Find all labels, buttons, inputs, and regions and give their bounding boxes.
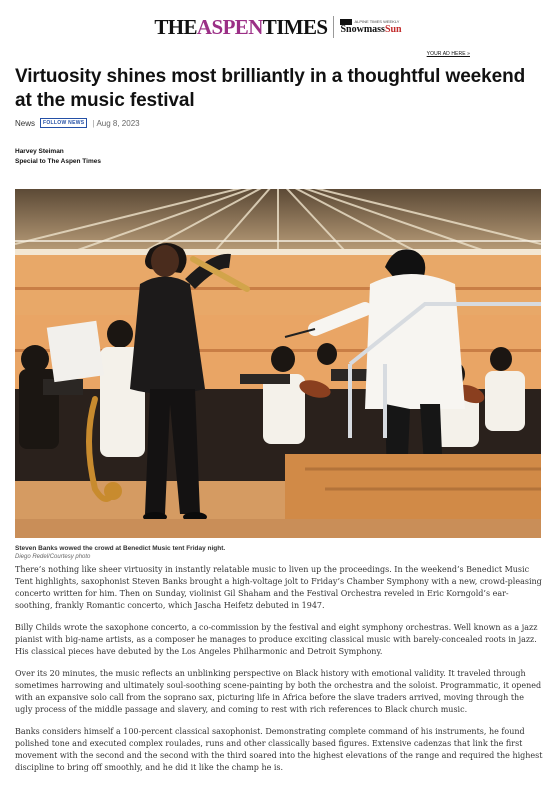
- section-label[interactable]: News: [15, 118, 36, 128]
- partner-name: Snowmass: [340, 24, 385, 35]
- photo-caption-block: [15, 544, 543, 562]
- site-logo[interactable]: [154, 15, 327, 40]
- article-meta: [15, 118, 140, 128]
- meta-divider: |: [92, 118, 95, 128]
- byline: [15, 147, 101, 167]
- photo-credit: Diego Redel/Courtesy photo: [15, 554, 91, 560]
- article-photo: [15, 189, 541, 538]
- logo-text-times: TIMES: [262, 14, 328, 39]
- article-body: [15, 564, 543, 784]
- follow-news-button[interactable]: FOLLOW NEWS: [40, 118, 87, 128]
- publish-date: Aug 8, 2023: [96, 118, 140, 128]
- photo-caption: Steven Banks wowed the crowd at Benedict Music tent Friday night.: [15, 545, 226, 552]
- paragraph: Billy Childs wrote the saxophone concerto, a co-commission by the festival and eight symphony orchestras. Well known as a jazz pianist with big-name artists, as a composer he manages to produce exciting classical music with barely-concealed roots in jazz. His classical pieces have debuted by the Los Angeles Philharmonic and Detroit Symphony.: [15, 623, 538, 656]
- paragraph: There’s nothing like sheer virtuosity in instantly relatable music to liven up the proceedings. In the weekend’s Benedict Music Tent highlights, saxophonist Steven Banks brought a high-voltage jolt to Friday’s Chamber Symphony with a new, crowd-pleasing concerto written for him. Then on Sunday, violinist Gil Shaham and the Festival Orchestra reveled in Eric Korngold’s ear-soothing, frankly Romantic concerto, which Jascha Heifetz debuted in 1947.: [15, 565, 542, 610]
- your-ad-here-link[interactable]: YOUR AD HERE »: [426, 51, 470, 57]
- concert-photo-illustration: [15, 189, 541, 538]
- author-role: Special to The Aspen Times: [15, 158, 101, 165]
- logo-text-the: THE: [154, 14, 197, 39]
- partner-logo[interactable]: [340, 19, 401, 35]
- article-headline: Virtuosity shines most brilliantly in a thoughtful weekend at the music festival: [15, 66, 526, 111]
- paragraph: Banks considers himself a 100-percent classical saxophonist. Demonstrating complete command of his instruments, he found polished tone and executed complex roulades, runs and other classically based figures. Extensive cadenzas that link the first movement with the second and the second with the third soared into the highest elevations of the range and required the highest discipline to bring off smoothly, and he did it like the champ he is.: [15, 727, 543, 772]
- author-name[interactable]: Harvey Steiman: [15, 148, 64, 155]
- partner-tag: ALPINE TIMES WEEKLY: [354, 19, 400, 24]
- paragraph: Over its 20 minutes, the music reflects an unblinking perspective on Black history with emotional validity. It traveled through sometimes harrowing and ultimately soul-soothing scene-painting by both the orchestra and the soloist. Programmatic, it opened with an expansive solo call from the soprano sax, picturing life in Africa before the slave traders arrived, moving through the ugly process of the middle passage and slavery, and coming to rest with rich references to Black church music.: [15, 669, 542, 714]
- partner-name-sun: Sun: [384, 24, 402, 35]
- masthead-divider: [333, 16, 334, 38]
- masthead[interactable]: [0, 14, 556, 40]
- logo-text-aspen: ASPEN: [196, 14, 263, 39]
